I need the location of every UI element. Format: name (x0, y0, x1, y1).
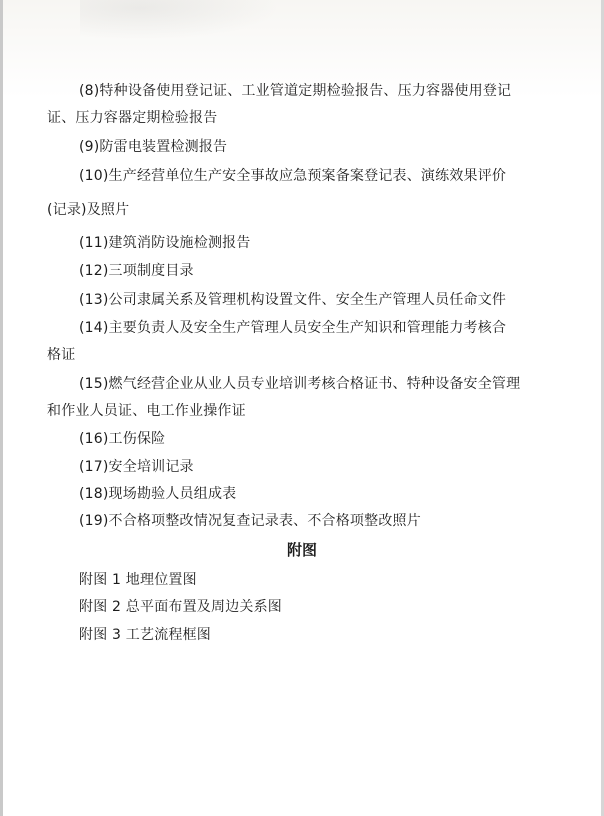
attachment-item-16: (16)工伤保险 (79, 431, 166, 447)
attachment-item-12: (12)三项制度目录 (79, 263, 194, 279)
attachment-item-10-continued: (记录)及照片 (47, 202, 130, 218)
appendix-heading: 附图 (286, 541, 317, 559)
attachment-item-19: (19)不合格项整改情况复查记录表、不合格项整改照片 (79, 513, 421, 529)
scan-bleed-mark (80, 0, 280, 40)
attachment-item-13: (13)公司隶属关系及管理机构设置文件、安全生产管理人员任命文件 (79, 292, 507, 308)
attachment-item-14: (14)主要负责人及安全生产管理人员安全生产知识和管理能力考核合 (79, 320, 507, 336)
appendix-item-1: 附图 1 地理位置图 (79, 572, 197, 588)
attachment-item-9: (9)防雷电装置检测报告 (79, 139, 228, 155)
attachment-item-14-continued: 格证 (47, 347, 76, 363)
scan-edge-left (0, 0, 3, 816)
attachment-item-18: (18)现场勘验人员组成表 (79, 486, 237, 502)
appendix-item-3: 附图 3 工艺流程框图 (79, 627, 212, 643)
appendix-item-2: 附图 2 总平面布置及周边关系图 (79, 599, 283, 615)
attachment-item-8-continued: 证、压力容器定期检验报告 (47, 110, 218, 126)
attachment-item-15: (15)燃气经营企业从业人员专业培训考核合格证书、特种设备安全管理 (79, 376, 521, 392)
attachment-item-10: (10)生产经营单位生产安全事故应急预案备案登记表、演练效果评价 (79, 168, 507, 184)
attachment-item-11: (11)建筑消防设施检测报告 (79, 235, 251, 251)
attachment-item-15-continued: 和作业人员证、电工作业操作证 (47, 403, 246, 419)
attachment-item-17: (17)安全培训记录 (79, 459, 194, 475)
attachment-item-8: (8)特种设备使用登记证、工业管道定期检验报告、压力容器使用登记 (79, 83, 512, 99)
